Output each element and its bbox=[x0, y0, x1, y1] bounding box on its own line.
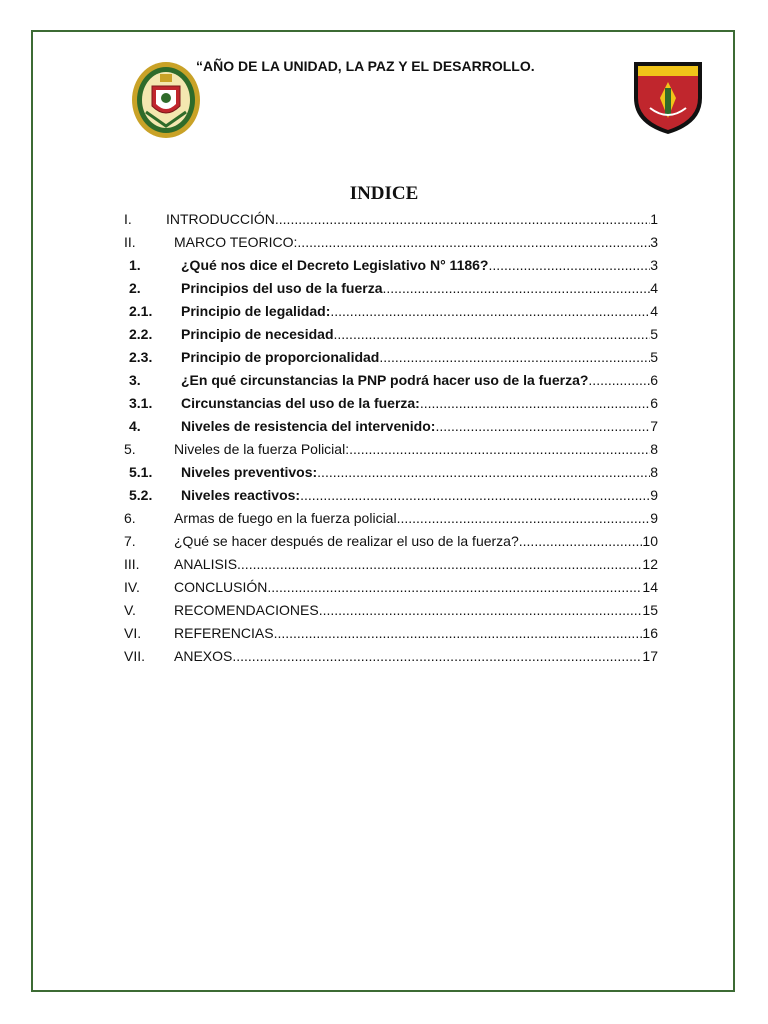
toc-row bbox=[124, 526, 658, 549]
page-title: INDICE bbox=[349, 183, 419, 204]
toc-leader bbox=[349, 441, 650, 457]
toc-title: Circunstancias del uso de la fuerza: bbox=[181, 395, 420, 411]
toc-title: REFERENCIAS bbox=[174, 625, 274, 641]
toc-row bbox=[124, 572, 658, 595]
toc-leader bbox=[588, 372, 650, 388]
toc-row bbox=[124, 296, 658, 319]
toc-page-number: 17 bbox=[642, 648, 658, 664]
toc-page-number: 3 bbox=[650, 234, 658, 250]
toc-number: 3. bbox=[129, 372, 141, 388]
toc-row bbox=[124, 549, 658, 572]
toc-row bbox=[124, 641, 658, 664]
toc-leader bbox=[334, 326, 651, 342]
toc-number: 5.2. bbox=[129, 487, 153, 503]
toc-page-number: 1 bbox=[650, 211, 658, 227]
toc-row bbox=[124, 273, 658, 296]
toc-number: 5.1. bbox=[129, 464, 153, 480]
toc-page-number: 4 bbox=[650, 303, 658, 319]
toc-leader bbox=[317, 464, 650, 480]
toc-number: 4. bbox=[129, 418, 141, 434]
toc-row bbox=[124, 480, 658, 503]
toc-page-number: 4 bbox=[650, 280, 658, 296]
toc-number: 2.1. bbox=[129, 303, 153, 319]
toc-leader bbox=[274, 625, 643, 641]
toc-page-number: 8 bbox=[650, 441, 658, 457]
header-title: “AÑO DE LA UNIDAD, LA PAZ Y EL DESARROLLO. bbox=[196, 58, 535, 74]
toc-title: ANEXOS bbox=[174, 648, 233, 664]
toc-number: III. bbox=[124, 556, 140, 572]
toc-title: ANALISIS bbox=[174, 556, 238, 572]
table-of-contents bbox=[124, 204, 658, 664]
toc-leader bbox=[319, 602, 643, 618]
toc-row bbox=[124, 204, 658, 227]
toc-page-number: 10 bbox=[642, 533, 658, 549]
toc-title: Armas de fuego en la fuerza policial bbox=[174, 510, 397, 526]
toc-leader bbox=[488, 257, 650, 273]
toc-leader bbox=[275, 211, 650, 227]
toc-number: 3.1. bbox=[129, 395, 153, 411]
toc-number: 2. bbox=[129, 280, 141, 296]
toc-page-number: 6 bbox=[650, 372, 658, 388]
toc-number: 6. bbox=[124, 510, 136, 526]
toc-leader bbox=[237, 556, 642, 572]
toc-title: MARCO TEORICO: bbox=[174, 234, 298, 250]
toc-title: INTRODUCCIÓN bbox=[166, 211, 275, 227]
toc-leader bbox=[519, 533, 643, 549]
toc-page-number: 3 bbox=[650, 257, 658, 273]
toc-title: CONCLUSIÓN bbox=[174, 579, 268, 595]
toc-page-number: 6 bbox=[650, 395, 658, 411]
toc-row bbox=[124, 503, 658, 526]
toc-title: Principio de legalidad: bbox=[181, 303, 331, 319]
toc-page-number: 8 bbox=[650, 464, 658, 480]
toc-title: Principio de proporcionalidad bbox=[181, 349, 380, 365]
toc-leader bbox=[330, 303, 650, 319]
toc-number: VI. bbox=[124, 625, 142, 641]
toc-page-number: 5 bbox=[650, 349, 658, 365]
toc-row bbox=[124, 250, 658, 273]
toc-title: RECOMENDACIONES bbox=[174, 602, 319, 618]
toc-title: ¿Qué nos dice el Decreto Legislativo N° 1186? bbox=[181, 257, 489, 273]
toc-leader bbox=[397, 510, 651, 526]
toc-number: 7. bbox=[124, 533, 136, 549]
school-shield-icon bbox=[630, 58, 706, 136]
toc-row bbox=[124, 595, 658, 618]
toc-leader bbox=[379, 349, 650, 365]
toc-number: 2.3. bbox=[129, 349, 153, 365]
toc-page-number: 16 bbox=[642, 625, 658, 641]
toc-page-number: 12 bbox=[642, 556, 658, 572]
toc-row bbox=[124, 319, 658, 342]
toc-row bbox=[124, 388, 658, 411]
toc-page-number: 9 bbox=[650, 510, 658, 526]
toc-leader bbox=[383, 280, 651, 296]
toc-number: 2.2. bbox=[129, 326, 153, 342]
toc-title: Principio de necesidad bbox=[181, 326, 334, 342]
toc-number: II. bbox=[124, 234, 136, 250]
toc-page-number: 14 bbox=[642, 579, 658, 595]
toc-page-number: 7 bbox=[650, 418, 658, 434]
toc-number: 1. bbox=[129, 257, 141, 273]
toc-leader bbox=[435, 418, 650, 434]
toc-leader bbox=[300, 487, 650, 503]
toc-title: Niveles de la fuerza Policial: bbox=[174, 441, 350, 457]
toc-row bbox=[124, 227, 658, 250]
toc-leader bbox=[232, 648, 642, 664]
toc-leader bbox=[297, 234, 650, 250]
toc-title: Principios del uso de la fuerza bbox=[181, 280, 383, 296]
toc-title: ¿En qué circunstancias la PNP podrá hacer uso de la fuerza? bbox=[181, 372, 589, 388]
toc-row bbox=[124, 457, 658, 480]
toc-row bbox=[124, 618, 658, 641]
toc-row bbox=[124, 434, 658, 457]
toc-row bbox=[124, 342, 658, 365]
toc-number: IV. bbox=[124, 579, 140, 595]
toc-page-number: 15 bbox=[642, 602, 658, 618]
toc-number: 5. bbox=[124, 441, 136, 457]
toc-title: Niveles de resistencia del intervenido: bbox=[181, 418, 436, 434]
toc-row bbox=[124, 365, 658, 388]
toc-page-number: 9 bbox=[650, 487, 658, 503]
toc-row bbox=[124, 411, 658, 434]
police-crest-icon bbox=[130, 60, 202, 140]
toc-page-number: 5 bbox=[650, 326, 658, 342]
toc-title: Niveles reactivos: bbox=[181, 487, 301, 503]
toc-number: VII. bbox=[124, 648, 146, 664]
toc-leader bbox=[420, 395, 650, 411]
toc-title: Niveles preventivos: bbox=[181, 464, 318, 480]
toc-leader bbox=[267, 579, 642, 595]
toc-title: ¿Qué se hacer después de realizar el uso de la fuerza? bbox=[174, 533, 519, 549]
toc-number: I. bbox=[124, 211, 132, 227]
toc-number: V. bbox=[124, 602, 136, 618]
